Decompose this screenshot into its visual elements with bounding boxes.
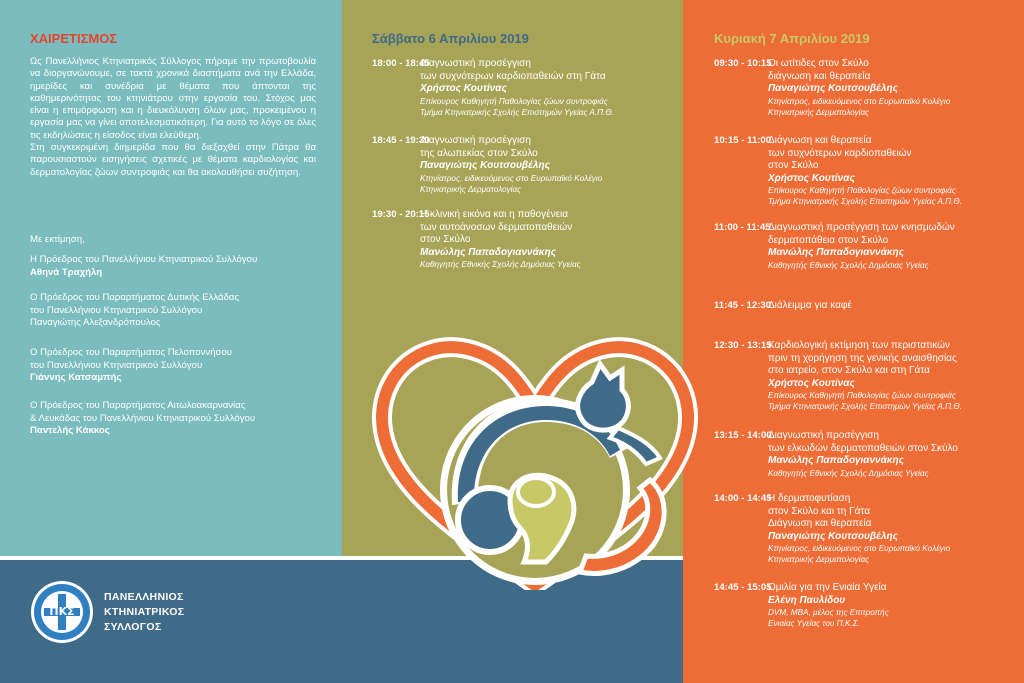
event-time: 14:00 - 14:45 bbox=[714, 493, 772, 504]
logo-text: ΠΚΣ bbox=[49, 605, 75, 618]
event-title: Η κλινική εικόνα και η παθογένεια bbox=[420, 209, 569, 220]
event-affiliation: Κτηνιατρικής Δερματολογίας bbox=[768, 107, 870, 117]
org-name-line: ΠΑΝΕΛΛΗΝΙΟΣ bbox=[104, 591, 184, 603]
event-speaker: Παναγιώτης Κουτσουβέλης bbox=[420, 160, 550, 171]
event-title: στον Σκύλο bbox=[768, 160, 819, 171]
event-time: 18:00 - 18:45 bbox=[372, 58, 430, 69]
event-affiliation: Επίκουρος Καθηγητή Παθολογίας ζώων συντροφιάς bbox=[768, 391, 956, 400]
event-details bbox=[420, 58, 614, 118]
event-time: 09:30 - 10:15 bbox=[714, 58, 772, 69]
event-affiliation: Τμήμα Κτηνιατρικής Σχολής Επιστημών Υγείας Α.Π.Θ. bbox=[768, 197, 963, 206]
event-title: Καρδιολογική εκτίμηση των περιστατικών bbox=[768, 340, 950, 351]
event-title: Διαγνωστική προσέγγιση bbox=[420, 135, 531, 146]
event-title: Διάγνωση και θεραπεία bbox=[768, 518, 872, 529]
event-details bbox=[768, 300, 852, 313]
event-title: των αυτοάνοσων δερματοπαθειών bbox=[420, 221, 573, 233]
signature-role: του Πανελλήνιου Κτηνιατρικού Συλλόγου bbox=[30, 359, 203, 371]
event-speaker: Μανώλης Παπαδογιαννάκης bbox=[420, 246, 556, 258]
sunday-heading: Κυριακή 7 Απριλίου 2019 bbox=[714, 31, 870, 46]
event-title: Διαγνωστική προσέγγιση bbox=[768, 430, 879, 441]
event-affiliation: Κτηνίατρος, ειδικευόμενος στο Ευρωπαϊκό Κολέγιο bbox=[768, 544, 951, 553]
event-affiliation: Καθηγητής Εθνικής Σχολής Δημόσιας Υγείας bbox=[420, 260, 581, 269]
event-speaker: Χρήστος Κουτίνας bbox=[420, 83, 507, 94]
event-affiliation: Κτηνίατρος, ειδικευόμενος στο Ευρωπαϊκό Κολέγιο bbox=[768, 96, 951, 106]
event-time: 11:45 - 12:30 bbox=[714, 300, 772, 311]
event-title: Διάγνωση και θεραπεία bbox=[768, 135, 872, 146]
signature-name: Γιάννης Κατσαμπής bbox=[30, 372, 122, 383]
event-title: της αλωπεκίας στον Σκύλο bbox=[420, 147, 538, 159]
event-affiliation: DVM, MBA, μέλος της Επιτροπής bbox=[768, 608, 889, 617]
signature-name: Αθηνά Τραχήλη bbox=[30, 266, 103, 278]
event-speaker: Χρήστος Κουτίνας bbox=[768, 377, 855, 389]
event-affiliation: Τμήμα Κτηνιατρικής Σχολής Επιστημών Υγείας Α.Π.Θ. bbox=[420, 107, 615, 117]
event-title: Διαγνωστική προσέγγιση των κνησμωδών bbox=[768, 222, 955, 233]
event-time: 19:30 - 20:15 bbox=[372, 209, 430, 220]
event-title: Διάλειμμα για καφέ bbox=[768, 300, 852, 311]
org-name-line: ΣΥΛΛΟΓΟΣ bbox=[104, 621, 162, 633]
event-affiliation: Κτηνιατρικής Δερματολογίας bbox=[420, 184, 522, 194]
event-time: 13:15 - 14:00 bbox=[714, 430, 772, 441]
event-title: στο ιατρείο, στον Σκύλο και στη Γάτα bbox=[768, 365, 930, 376]
event-title: Ομιλία για την Ενιαία Υγεία bbox=[768, 582, 887, 593]
event-affiliation: Κτηνιατρικής Δερματολογίας bbox=[768, 555, 870, 564]
event-details bbox=[768, 222, 955, 271]
event-details bbox=[768, 582, 889, 629]
signature-role: Ο Πρόεδρος του Παραρτήματος Πελοποννήσου bbox=[30, 347, 233, 358]
signature-role: Ο Πρόεδρος του Παραρτήματος Δυτικής Ελλάδας bbox=[30, 292, 240, 303]
event-speaker: Χρήστος Κουτίνας bbox=[768, 172, 855, 184]
event-title: διάγνωση και θεραπεία bbox=[768, 70, 871, 82]
signature-name: Παναγιώτης Αλεξανδρόπουλος bbox=[30, 317, 161, 328]
greeting-paragraph: Στη συγκεκριμένη διημερίδα που θα διεξαχθεί στην Πάτρα θα παρουσιαστούν εισηγήσεις σχετικές με θέματα καρδιολογίας και δερματολογίας ζώων συντροφιάς και θα ακολουθήσει συζήτηση. bbox=[30, 142, 316, 178]
event-affiliation: Τμήμα Κτηνιατρικής Σχολής Επιστημών Υγείας Α.Π.Θ. bbox=[768, 402, 963, 411]
heart-pets-illustration bbox=[360, 330, 710, 590]
signature-block bbox=[30, 400, 320, 438]
event-title: των συχνότερων καρδιοπαθειών bbox=[768, 147, 912, 159]
event-affiliation: Επίκουρος Καθηγητή Παθολογίας ζώων συντροφιάς bbox=[768, 186, 956, 195]
event-speaker: Ελένη Παυλίδου bbox=[768, 594, 846, 606]
event-details bbox=[768, 493, 950, 565]
event-speaker: Παναγιώτης Κουτσουβέλης bbox=[768, 530, 898, 542]
event-title: Η δερματοφυτίαση bbox=[768, 493, 851, 504]
event-affiliation: Καθηγητής Εθνικής Σχολής Δημόσιας Υγείας bbox=[768, 468, 929, 478]
event-title: των ελκωδών δερματοπαθειών στον Σκύλο bbox=[768, 442, 958, 454]
event-title: στον Σκύλο και τη Γάτα bbox=[768, 505, 870, 517]
signature-block bbox=[30, 254, 320, 279]
signature-role: Ο Πρόεδρος του Παραρτήματος Αιτωλοακαρνανίας bbox=[30, 400, 246, 411]
event-title: πριν τη χορήγηση της γενικής αναισθησίας bbox=[768, 352, 957, 364]
greeting-heading: ΧΑΙΡΕΤΙΣΜΟΣ bbox=[30, 31, 118, 46]
event-title: στον Σκύλο bbox=[420, 234, 471, 245]
event-time: 11:00 - 11:45 bbox=[714, 222, 771, 233]
event-time: 14:45 - 15:05 bbox=[714, 582, 772, 593]
event-details bbox=[420, 209, 581, 270]
event-time: 18:45 - 19:30 bbox=[372, 135, 430, 146]
event-details bbox=[768, 430, 958, 479]
greeting-paragraph: Ως Πανελλήνιος Κτηνιατρικός Σύλλογος πήραμε την πρωτοβουλία να διοργανώνουμε, σε τακτά χρονικά διαστήματα ανά την Ελλάδα, ημερίδες και συνέδρια με θέματα που άπτονται της καθημερινότητας του κτηνιάτρου στην εργασία του. Στόχος μας είναι η επιμόρφωση και η διευκόλυνση όλων μας, προκειμένου η εργασία μας να γίνει αποτελεσματικότερη. Για αυτό το λόγο σε όλες τις εκδηλώσεις η είσοδος είναι ελεύθερη. bbox=[30, 56, 316, 141]
event-affiliation: Ενιαίας Υγείας του Π.Κ.Σ. bbox=[768, 619, 860, 628]
event-title: Οι ωτίτιδες στον Σκύλο bbox=[768, 58, 869, 69]
saturday-heading: Σάββατο 6 Απριλίου 2019 bbox=[372, 31, 529, 46]
event-speaker: Μανώλης Παπαδογιαννάκης bbox=[768, 247, 904, 258]
event-details bbox=[420, 135, 602, 195]
event-details bbox=[768, 340, 962, 412]
signature-role: του Πανελλήνιου Κτηνιατρικού Συλλόγου bbox=[30, 304, 203, 316]
org-name-line: ΚΤΗΝΙΑΤΡΙΚΟΣ bbox=[104, 606, 185, 618]
event-time: 10:15 - 11:00 bbox=[714, 135, 772, 146]
event-affiliation: Κτηνίατρος, ειδικευόμενος στο Ευρωπαϊκό Κολέγιο bbox=[420, 173, 603, 183]
signature-role: & Λευκάδας του Πανελλήνιου Κτηνιατρικού Συλλόγου bbox=[30, 412, 256, 424]
greeting-closing: Με εκτίμηση, bbox=[30, 234, 85, 245]
event-details bbox=[768, 58, 950, 118]
signature-block bbox=[30, 292, 320, 330]
event-title: δερματοπάθεια στον Σκύλο bbox=[768, 234, 889, 246]
signature-block bbox=[30, 347, 320, 385]
event-affiliation: Επίκουρος Καθηγητή Παθολογίας ζώων συντροφιάς bbox=[420, 96, 608, 106]
event-speaker: Παναγιώτης Κουτσουβέλης bbox=[768, 83, 898, 94]
event-details bbox=[768, 135, 962, 207]
event-title: Διαγνωστική προσέγγιση bbox=[420, 58, 531, 69]
event-speaker: Μανώλης Παπαδογιαννάκης bbox=[768, 455, 904, 466]
event-title: των συχνότερων καρδιοπαθειών στη Γάτα bbox=[420, 70, 606, 82]
signature-name: Παντελής Κάκκος bbox=[30, 425, 110, 436]
event-time: 12:30 - 13:15 bbox=[714, 340, 772, 351]
greeting-intro bbox=[30, 56, 316, 179]
signature-role: Η Πρόεδρος του Πανελλήνιου Κτηνιατρικού Συλλόγου bbox=[30, 254, 258, 265]
event-affiliation: Καθηγητής Εθνικής Σχολής Δημόσιας Υγείας bbox=[768, 260, 929, 270]
caduceus-cross-seal-icon bbox=[30, 580, 94, 644]
